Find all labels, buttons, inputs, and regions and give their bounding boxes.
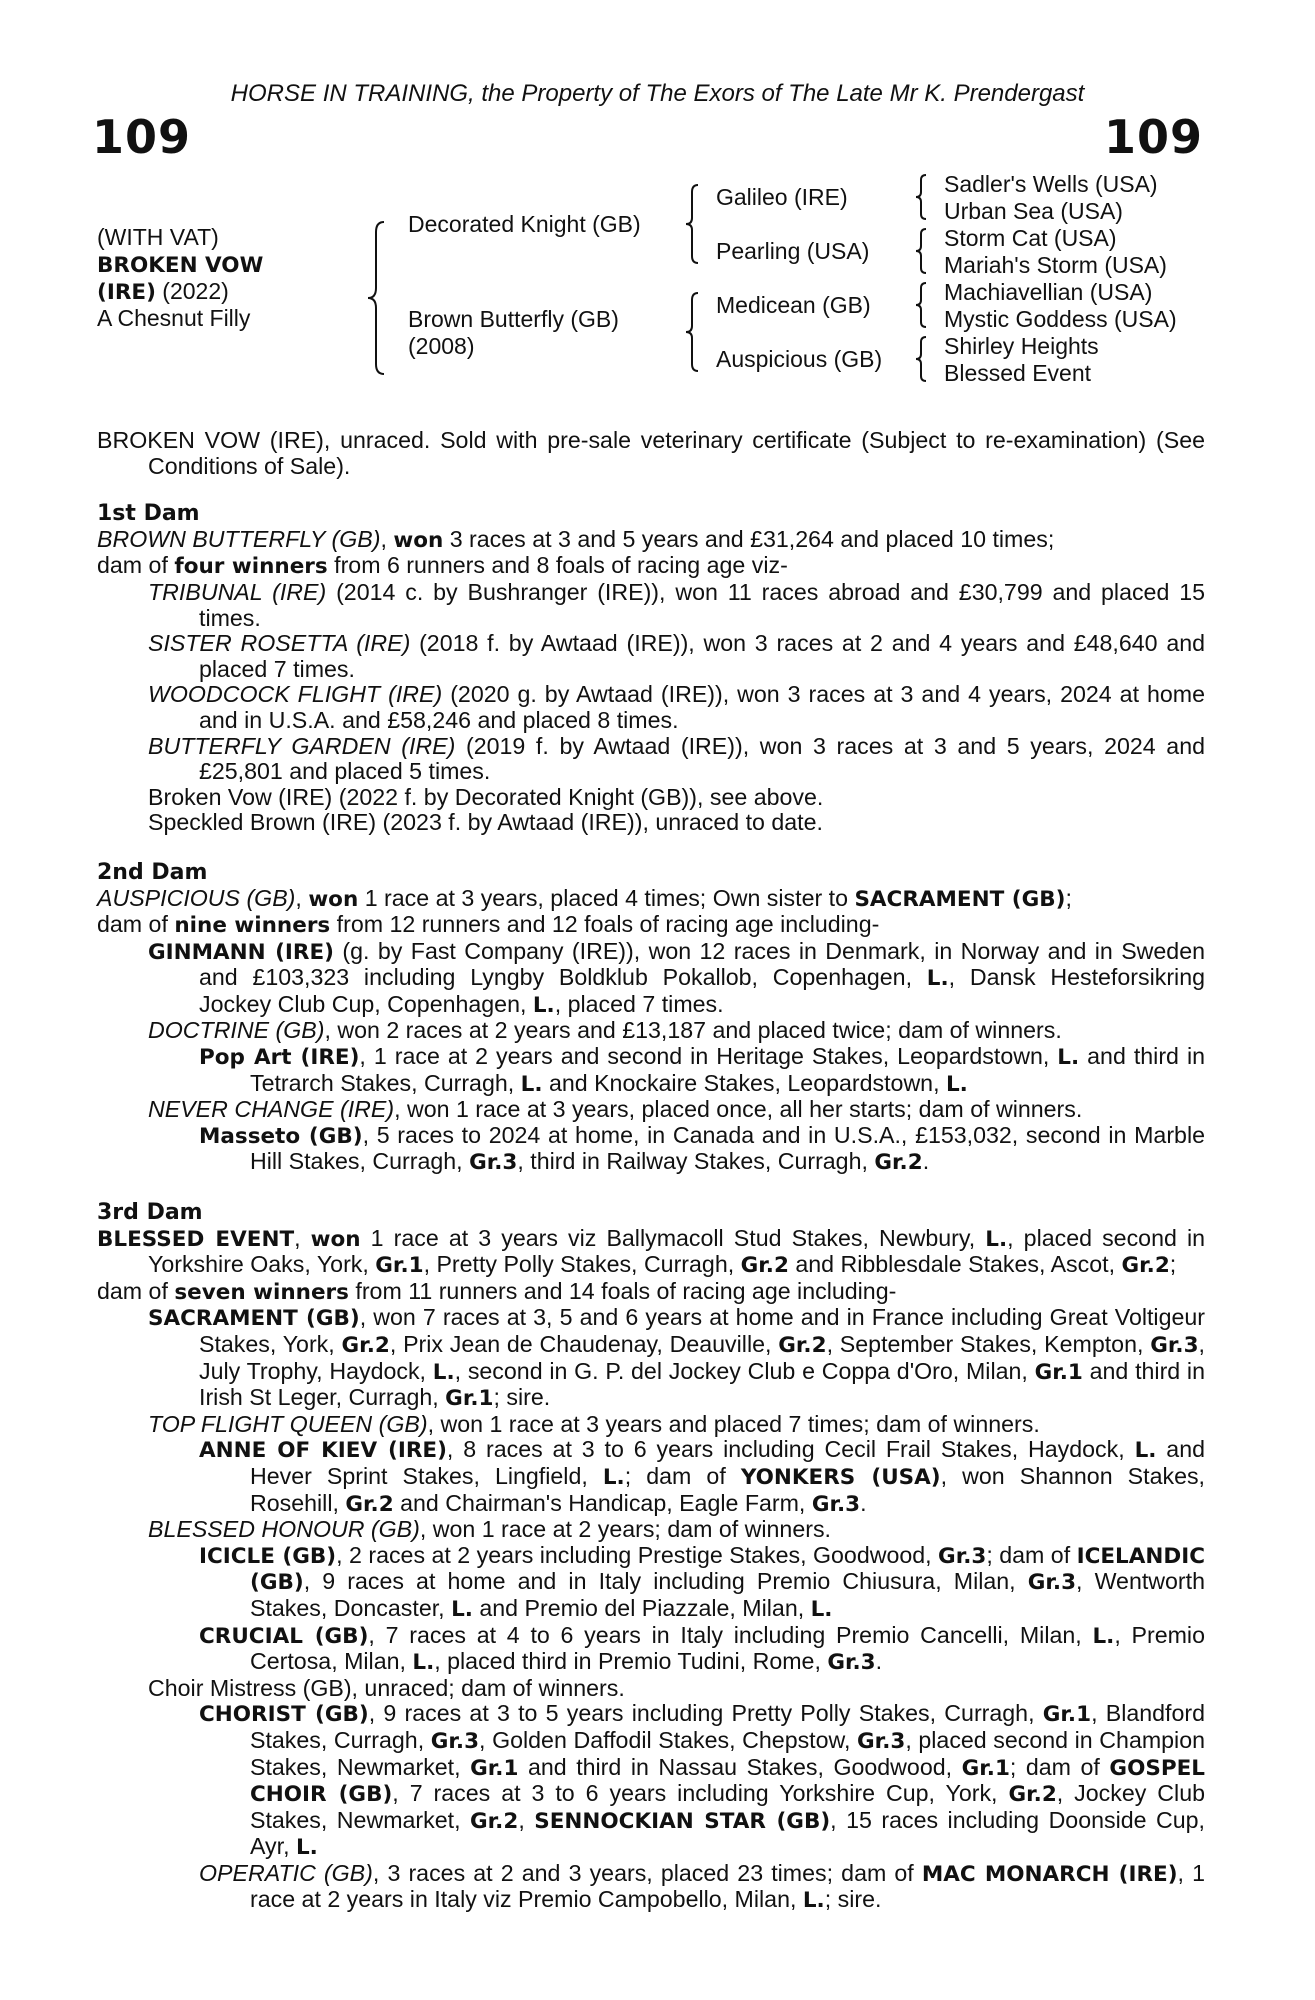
dam-brace (680, 290, 704, 374)
lot-number-right: 109 (1103, 110, 1203, 164)
sire-dam: Pearling (USA) (716, 238, 870, 264)
sire-brace (680, 182, 704, 266)
section-heading-1st-dam: 1st Dam (97, 501, 200, 527)
dam-sire: Medicean (GB) (716, 292, 871, 318)
produce-entry: BUTTERFLY GARDEN (IRE) (2019 f. by Awtaad (IRE)), won 3 races at 3 and 5 years, 2024 and £25,801 and placed 5 times. (148, 732, 1205, 785)
ped-dsd: Mystic Goddess (USA) (944, 306, 1177, 332)
grand-produce-entry: CHORIST (GB), 9 races at 3 to 5 years including Pretty Polly Stakes, Curragh, Gr.1, Blandford Stakes, Curragh, Gr.3, Golden Daffodil Stakes, Chepstow, Gr.3, placed second in Champion Stakes, Newmarket, Gr.1 and third in Nassau Stakes, Goodwood, Gr.1; dam of GOSPEL CHOIR (GB), 7 races at 3 to 6 years including Yorkshire Cup, York, Gr.2, Jockey Club Stakes, Newmarket, Gr.2, SENNOCKIAN STAR (GB), 15 races including Doonside Cup, Ayr, L. (199, 1700, 1205, 1861)
dam2-line: AUSPICIOUS (GB), won 1 race at 3 years, placed 4 times; Own sister to SACRAMENT (GB); (97, 884, 1072, 912)
brace-3a (910, 172, 932, 222)
produce-entry: TOP FLIGHT QUEEN (GB), won 1 race at 3 years and placed 7 times; dam of winners. (148, 1410, 1040, 1437)
produce-entry: NEVER CHANGE (IRE), won 1 race at 3 years, placed once, all her starts; dam of winners. (148, 1096, 1083, 1123)
catalogue-body (97, 428, 1205, 1914)
dam2-produce-summary: dam of nine winners from 12 runners and 12 foals of racing age including- (97, 911, 880, 939)
ped-sss: Sadler's Wells (USA) (944, 171, 1158, 197)
horse-name: BROKEN VOW (97, 253, 264, 278)
dam-dam: Auspicious (GB) (716, 346, 883, 372)
dam-name: Brown Butterfly (GB) (408, 306, 619, 332)
horse-name-suffix: (IRE) (2022) (97, 278, 229, 305)
produce-entry: TRIBUNAL (IRE) (2014 c. by Bushranger (IRE)), won 11 races abroad and £30,799 and placed 15 times. (148, 578, 1206, 631)
ped-sdd: Mariah's Storm (USA) (944, 252, 1167, 278)
sire-sire: Galileo (IRE) (716, 184, 848, 210)
intro-paragraph: BROKEN VOW (IRE), unraced. Sold with pre-sale veterinary certificate (Subject to re-examination) (See Conditions of Sale). (97, 427, 1205, 479)
produce-entry: Broken Vow (IRE) (2022 f. by Decorated Knight (GB)), see above. (148, 783, 824, 810)
dam3-line: BLESSED EVENT, won 1 race at 3 years viz Ballymacoll Stud Stakes, Newbury, L., placed second in Yorkshire Oaks, York, Gr.1, Pretty Polly Stakes, Curragh, Gr.2 and Ribblesdale Stakes, Ascot, Gr.2; (97, 1224, 1205, 1279)
grand-produce-entry: ICICLE (GB), 2 races at 2 years including Prestige Stakes, Goodwood, Gr.3; dam of ICELANDIC (GB), 9 races at home and in Italy including Premio Chiusura, Milan, Gr.3, Wentworth Stakes, Doncaster, L. and Premio del Piazzale, Milan, L. (199, 1541, 1206, 1622)
ped-dss: Machiavellian (USA) (944, 279, 1153, 305)
ped-sds: Storm Cat (USA) (944, 225, 1117, 251)
produce-entry: SISTER ROSETTA (IRE) (2018 f. by Awtaad (IRE)), won 3 races at 2 and 4 years and £48,640 and placed 7 times. (148, 630, 1206, 682)
ped-ssd: Urban Sea (USA) (944, 198, 1123, 224)
dam-year: (2008) (408, 333, 475, 359)
produce-entry: WOODCOCK FLIGHT (IRE) (2020 g. by Awtaad (IRE)), won 3 races at 3 and 4 years, 2024 at home and in U.S.A. and £58,246 and placed 8 times. (148, 681, 1205, 733)
produce-entry: BLESSED HONOUR (GB), won 1 race at 2 years; dam of winners. (148, 1516, 831, 1543)
grand-produce-entry: Masseto (GB), 5 races to 2024 at home, in Canada and in U.S.A., £153,032, second in Marble Hill Stakes, Curragh, Gr.3, third in Railway Stakes, Curragh, Gr.2. (199, 1121, 1205, 1176)
horse-description: A Chesnut Filly (97, 305, 251, 331)
ped-ddd: Blessed Event (944, 360, 1092, 386)
brace-3b (910, 226, 932, 276)
grand-produce-entry: OPERATIC (GB), 3 races at 2 and 3 years, placed 23 times; dam of MAC MONARCH (IRE), 1 race at 2 years in Italy viz Premio Campobello, Milan, L.; sire. (199, 1859, 1205, 1914)
produce-entry: GINMANN (IRE) (g. by Fast Company (IRE)), won 12 races in Denmark, in Norway and in Sweden and £103,323 including Lyngby Boldklub Pokallob, Copenhagen, L., Dansk Hesteforsikring Jockey Club Cup, Copenhagen, L., placed 7 times. (148, 937, 1205, 1018)
vat-label: (WITH VAT) (97, 224, 219, 250)
grand-produce-entry: ANNE OF KIEV (IRE), 8 races at 3 to 6 years including Cecil Frail Stakes, Haydock, L. and Hever Sprint Stakes, Lingfield, L.; dam of YONKERS (USA), won Shannon Stakes, Rosehill, Gr.2 and Chairman's Handicap, Eagle Farm, Gr.3. (199, 1436, 1205, 1517)
dam1-line: BROWN BUTTERFLY (GB), won 3 races at 3 and 5 years and £31,264 and placed 10 times; (97, 525, 1055, 553)
produce-entry: DOCTRINE (GB), won 2 races at 2 years and £13,187 and placed twice; dam of winners. (148, 1017, 1062, 1044)
grand-produce-entry: CRUCIAL (GB), 7 races at 4 to 6 years in Italy including Premio Cancelli, Milan, L., Premio Certosa, Milan, L., placed third in Premio Tudini, Rome, Gr.3. (199, 1621, 1205, 1676)
produce-entry: Choir Mistress (GB), unraced; dam of winners. (148, 1674, 625, 1701)
ped-dds: Shirley Heights (944, 333, 1099, 359)
produce-entry: SACRAMENT (GB), won 7 races at 3, 5 and 6 years at home and in France including Great Voltigeur Stakes, York, Gr.2, Prix Jean de Chaudenay, Deauville, Gr.2, September Stakes, Kempton, Gr.3, July Trophy, Haydock, L., second in G. P. del Jockey Club e Coppa d'Oro, Milan, Gr.1 and third in Irish St Leger, Curragh, Gr.1; sire. (148, 1304, 1205, 1412)
lot-number-left: 109 (92, 110, 192, 164)
catalogue-header: HORSE IN TRAINING, the Property of The Exors of The Late Mr K. Prendergast (230, 80, 1085, 107)
section-heading-2nd-dam: 2nd Dam (97, 859, 208, 885)
dam1-produce-summary: dam of four winners from 6 runners and 8 foals of racing age viz- (97, 552, 788, 580)
grand-produce-entry: Pop Art (IRE), 1 race at 2 years and second in Heritage Stakes, Leopardstown, L. and third in Tetrarch Stakes, Curragh, L. and Knockaire Stakes, Leopardstown, L. (199, 1043, 1205, 1097)
sire-name: Decorated Knight (GB) (408, 211, 641, 237)
main-brace (360, 218, 390, 378)
produce-entry: Speckled Brown (IRE) (2023 f. by Awtaad (IRE)), unraced to date. (148, 809, 823, 836)
brace-3c (910, 280, 932, 330)
brace-3d (910, 334, 932, 384)
section-heading-3rd-dam: 3rd Dam (97, 1200, 203, 1226)
dam3-produce-summary: dam of seven winners from 11 runners and 14 foals of racing age including- (97, 1277, 897, 1305)
